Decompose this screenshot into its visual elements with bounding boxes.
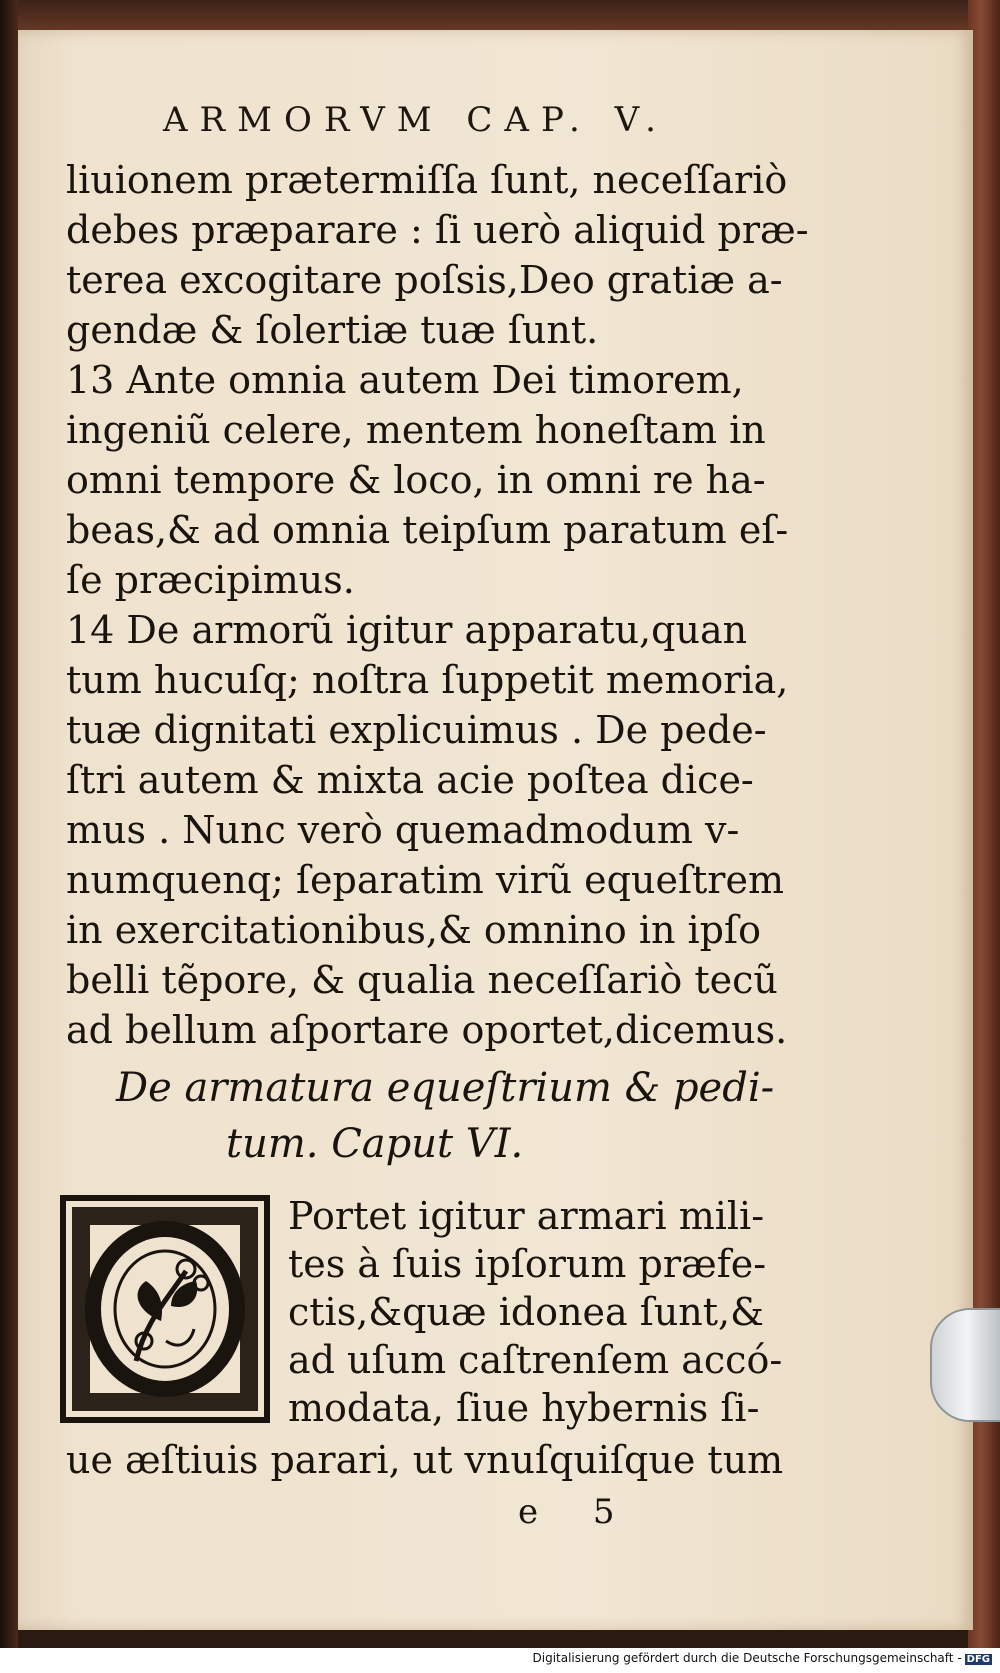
text-line: gendæ & ſolertiæ tuæ ſunt. [66,308,599,352]
text-line: debes præparare : ſi uerò aliquid præ- [66,208,809,252]
body-text [66,155,809,1055]
text-line: tes à ſuis ipſorum præfe- [288,1242,767,1286]
text-line: omni tempore & loco, in omni re ha- [66,458,766,502]
text-line: ſtri autem & mixta acie poſtea dice- [66,758,754,802]
text-line: Portet igitur armari mili- [288,1194,765,1238]
text-line: ue æſtiuis parari, ut vnuſquiſque tum [66,1438,784,1482]
text-line: tuæ dignitati explicuimus . De pede- [66,708,767,752]
footer-credit-text: Digitalisierung gefördert durch die Deutsche Forschungsgemeinschaft - [532,1651,962,1665]
text-line: beas,& ad omnia teipſum paratum eſ- [66,508,789,552]
text-line: ingeniũ celere, mentem honeſtam in [66,408,766,452]
text-line: belli tẽpore, & qualia neceſſariò tecũ [66,958,778,1002]
book-page [18,30,973,1630]
text-line: ad bellum aſportare oportet,dicemus. [66,1008,788,1052]
heading-line: tum. Caput VI. [226,1121,524,1167]
text-line: numquenq; ſeparatim virũ equeſtrem [66,858,784,902]
text-line: ſe præcipimus. [66,558,355,602]
decorated-initial-o [60,1195,270,1423]
running-head: ARMORVM CAP. V. [163,100,668,140]
text-line: mus . Nunc verò quemadmodum v- [66,808,740,852]
chapter-heading [116,1060,775,1172]
text-line: liuionem prætermiſſa ſunt, neceſſariò [66,158,788,202]
book-binding-top [0,0,1000,34]
dfg-logo: DFG [966,1654,990,1665]
text-line: 13 Ante omnia autem Dei timorem, [66,358,744,402]
signature-mark: e 5 [518,1492,637,1532]
text-line: terea excogitare poſsis,Deo gratiæ a- [66,258,783,302]
heading-line: De armatura equeſtrium & pedi- [116,1065,775,1111]
footer-credit [533,1651,993,1665]
chapter-text [288,1192,783,1432]
book-clasp [930,1308,1000,1422]
text-line: tum hucuſq; noſtra ſuppetit memoria, [66,658,789,702]
text-line: ad uſum caſtrenſem accó- [288,1338,783,1382]
book-spine-shadow [0,0,18,1673]
text-line: in exercitationibus,& omnino in ipſo [66,908,761,952]
ornament-icon [66,1201,264,1417]
text-line: modata, ſiue hybernis ſi- [288,1386,760,1430]
text-line: ctis,&quæ idonea ſunt,& [288,1290,764,1334]
text-line: 14 De armorũ igitur apparatu,quan [66,608,748,652]
